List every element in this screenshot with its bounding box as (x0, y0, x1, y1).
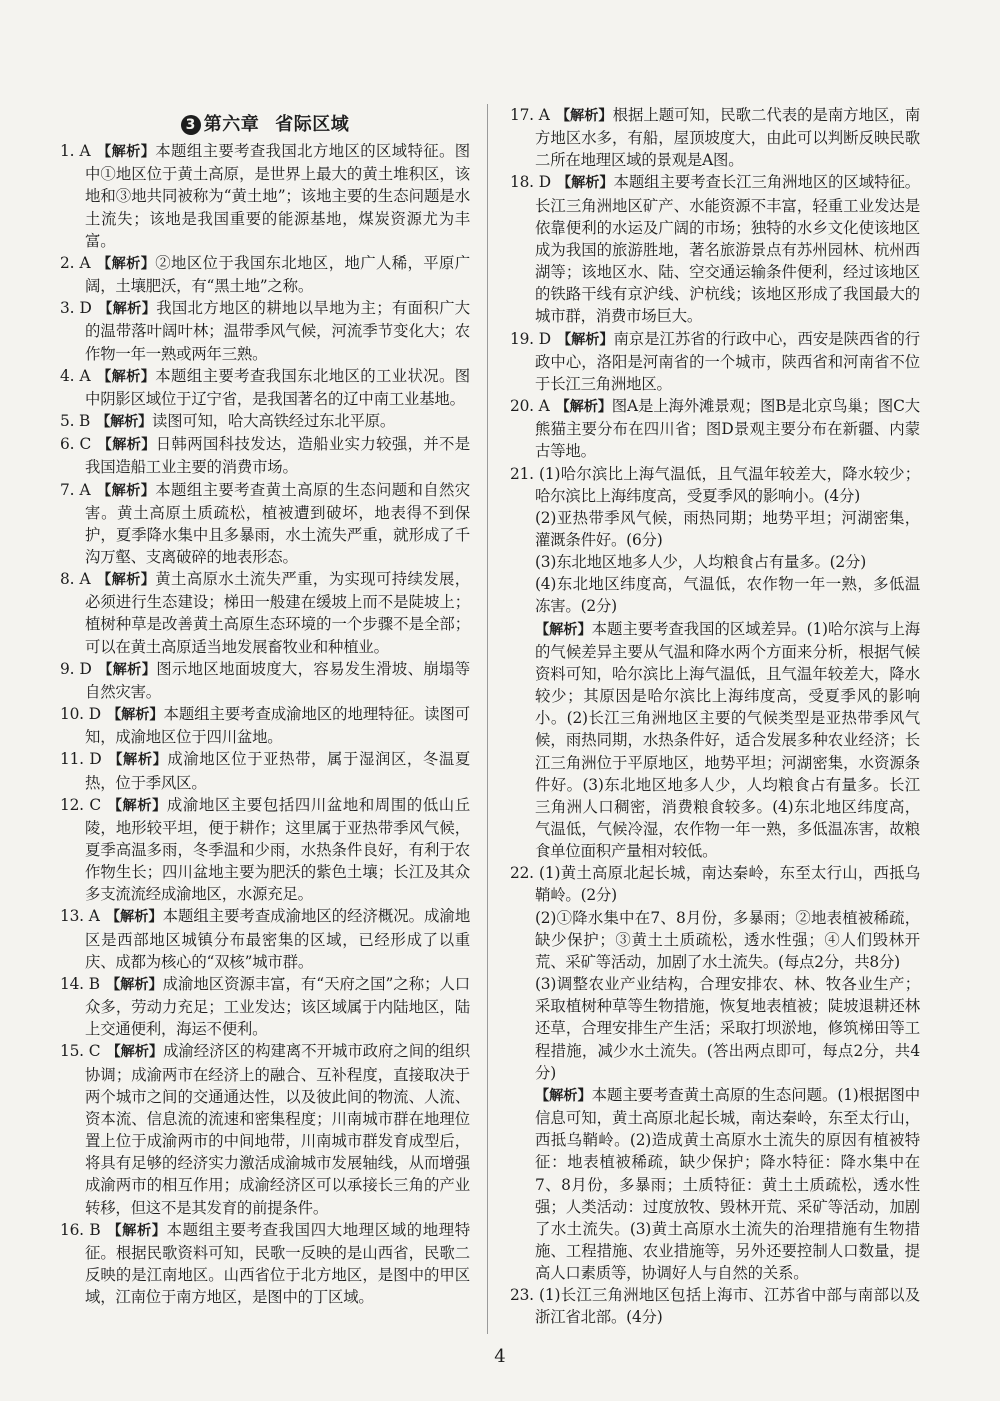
answer-item (60, 794, 470, 906)
answer-key: 13. A (60, 907, 100, 926)
answer-item (60, 297, 470, 364)
analysis-tag: 【解析】 (106, 1222, 167, 1239)
answer-item (60, 973, 470, 1040)
analysis-tag: 【解析】 (105, 909, 163, 926)
analysis-text: 成渝地区主要包括四川盆地和周围的低山丘陵，地形较平坦，便于耕作；这里属于亚热带季风气候，夏季高温多雨，冬季温和少雨，水热条件良好，有利于农作物生长；四川盆地主要为肥沃的紫色土壤；长江及其众多支流流经成渝地区，水源充足。 (85, 795, 470, 904)
left-answer-list (60, 140, 470, 1308)
q22-part-2: (2)①降水集中在7、8月份，多暴雨；②地表植被稀疏，缺少保护；③黄土土质疏松，透水性强；④人们毁林开荒、采矿等活动，加剧了水土流失。(每点2分，共8分) (535, 908, 920, 971)
analysis-tag: 【解析】 (97, 437, 156, 454)
column-divider (487, 104, 488, 1334)
analysis-text: ②地区位于我国东北地区，地广人稀，平原广阔，土壤肥沃，有“黑土地”之称。 (85, 253, 470, 296)
analysis-text: 成渝地区资源丰富，有“天府之国”之称；人口众多，劳动力充足；工业发达；该区域属于内陆地区，陆上交通便利，海运不便利。 (85, 974, 470, 1039)
analysis-tag: 【解析】 (556, 331, 614, 348)
analysis-tag: 【解析】 (555, 108, 613, 124)
analysis-text: 成渝地区位于亚热带，属于湿润区，冬温夏热，位于季风区。 (85, 750, 471, 792)
analysis-text: 读图可知，哈大高铁经过东北平原。 (152, 412, 396, 431)
answer-key: 2. A (60, 253, 91, 272)
q22-part-3: (3)调整农业产业结构，合理安排农、林、牧各业生产；采取植树种草等生物措施，恢复地表植被；陡坡退耕还林还草，合理安排生产生活；采取打坝淤地，修筑梯田等工程措施，减少水土流失。(答出两点即可，每点2分，共4分) (535, 975, 920, 1082)
answer-item (60, 410, 470, 433)
analysis-tag: 【解析】 (96, 255, 156, 272)
answer-key: 14. B (60, 974, 100, 993)
analysis-tag: 【解析】 (96, 368, 156, 385)
answer-item (60, 140, 470, 252)
answer-key: 4. A (60, 366, 91, 385)
chapter-title: 第六章 (203, 114, 260, 135)
answer-item (60, 658, 470, 703)
answer-item (60, 905, 470, 972)
answer-key: 20. A (510, 397, 550, 416)
analysis-text: 根据上题可知，民歌二代表的是南方地区，南方地区水多，有船，屋顶坡度大，由此可以判断反映民歌二所在地理区域的景观是A图。 (535, 106, 921, 170)
question-21 (510, 463, 920, 863)
answer-key: 11. D (60, 750, 102, 769)
analysis-text: 图示地区地面坡度大，容易发生滑坡、崩塌等自然灾害。 (85, 659, 470, 701)
analysis-tag: 【解析】 (105, 976, 163, 993)
q21-part-4: (4)东北地区纬度高，气温低，农作物一年一熟，多低温冻害。(2分) (535, 575, 920, 616)
analysis-tag: 【解析】 (96, 144, 156, 161)
analysis-tag: 【解析】 (556, 175, 614, 192)
answer-item (60, 433, 470, 478)
page-number: 4 (494, 1346, 506, 1367)
analysis-text: 本题组主要考查成渝地区的经济概况。成渝地区是西部地区城镇分布最密集的区域，已经形成了以重庆、成都为核心的“双核”城市群。 (85, 907, 471, 971)
chapter-number-badge: 3 (181, 115, 201, 135)
analysis-tag: 【解析】 (106, 707, 164, 724)
q22-part-1: 22. (1)黄土高原北起长城，南达秦岭，东至太行山，西抵乌鞘岭。(2分) (510, 864, 920, 905)
analysis-text: 本题组主要考查我国北方地区的区域特征。图中①地区位于黄土高原，是世界上最大的黄土堆积区，该地和③地共同被称为“黄土地”；该地主要的生态问题是水土流失；该地是我国重要的能源基地，煤炭资源尤为丰富。 (85, 142, 470, 250)
answer-key: 17. A (510, 106, 550, 124)
answer-key: 7. A (60, 480, 91, 499)
left-column (60, 114, 470, 1308)
analysis-text: 本题组主要考查长江三角洲地区的区域特征。长江三角洲地区矿产、水能资源不丰富，轻重工业发达是依靠便利的水运及广阔的市场；独特的水乡文化使该地区成为我国的旅游胜地，著名旅游景点有苏州园林、杭州西湖等；该地区水、陆、空交通运输条件便利，经过该地区的铁路干线有京沪线、沪杭线；该地区形成了我国最大的城市群，消费市场巨大。 (535, 173, 920, 326)
answer-key: 12. C (60, 795, 101, 814)
answer-key: 3. D (60, 299, 92, 318)
answer-item (60, 479, 470, 569)
analysis-text: 图A是上海外滩景观；图B是北京鸟巢；图C大熊猫主要分布在四川省；图D景观主要分布在新疆、内蒙古等地。 (535, 397, 920, 461)
q21-part-2: (2)亚热带季风气候，雨热同期；地势平坦；河湖密集，灌溉条件好。(6分) (535, 508, 920, 549)
answer-item (60, 252, 470, 297)
q21-analysis: 【解析】本题主要考查我国的区域差异。(1)哈尔滨与上海的气候差异主要从气温和降水两个方面来分析，根据气候资料可知，哈尔滨比上海气温低，且气温年较差大，降水较少；其原因是哈尔滨比上海纬度高，受夏季风的影响小。(2)长江三角洲地区主要的气候类型是亚热带季风气候，雨热同期，水热条件好，适合发展多种农业经济；长江三角洲位于平原地区，地势平坦；河湖密集，水资源条件好。(3)东北地区地多人少，人均粮食占有量多。长江三角洲人口稠密，消费粮食较多。(4)东北地区纬度高，气温低，气候冷湿，农作物一年一熟，多低温冻害，故粮食单位面积产量相对较低。 (535, 619, 920, 861)
q21-part-1: 21. (1)哈尔滨比上海气温低，且气温年较差大，降水较少；哈尔滨比上海纬度高，受夏季风的影响小。(4分) (510, 464, 920, 505)
answer-key: 10. D (60, 705, 101, 724)
answer-item (60, 568, 470, 658)
chapter-heading (60, 114, 470, 136)
answer-item (60, 365, 470, 410)
answer-item (510, 104, 920, 171)
chapter-subtitle: 省际区域 (275, 114, 350, 135)
analysis-text: 黄土高原水土流失严重，为实现可持续发展，必须进行生态建设；梯田一般建在缓坡上而不是陡坡上；植树种草是改善黄土高原生态环境的一个步骤不是全部；可以在黄土高原适当地发展畜牧业和种植业。 (85, 570, 470, 656)
analysis-text: 日韩两国科技发达，造船业实力较强，并不是我国造船工业主要的消费市场。 (85, 435, 470, 477)
answer-item (60, 703, 470, 748)
answer-key: 16. B (60, 1220, 101, 1239)
analysis-tag: 【解析】 (96, 572, 156, 589)
q22-analysis: 【解析】本题主要考查黄土高原的生态问题。(1)根据图中信息可知，黄土高原北起长城，南达秦岭，东至太行山，西抵乌鞘岭。(2)造成黄土高原水土流失的原因有植被特征：地表植被稀疏，缺少保护；降水特征：降水集中在7、8月份，多暴雨；土质特征：黄土土质疏松，透水性强；人类活动：过度放牧、毁林开荒、采矿等活动，加剧了水土流失。(3)黄土高原水土流失的治理措施有生物措施、工程措施、农业措施等，另外还要控制人口数量，提高人口素质等，协调好人与自然的关系。 (535, 1085, 920, 1283)
answer-key: 15. C (60, 1042, 101, 1061)
question-23 (510, 1284, 920, 1328)
answer-item (60, 1040, 470, 1218)
analysis-text: 本题组主要考查我国四大地理区域的地理特征。根据民歌资料可知，民歌一反映的是山西省，民歌二反映的是江南地区。山西省位于北方地区，是图中的甲区域，江南位于南方地区，是图中的丁区域。 (85, 1220, 471, 1307)
analysis-tag: 【解析】 (106, 1044, 164, 1061)
analysis-text: 我国北方地区的耕地以旱地为主；有面积广大的温带落叶阔叶林；温带季风气候，河流季节变化大；农作物一年一熟或两年三熟。 (85, 299, 470, 363)
question-22 (510, 862, 920, 1284)
answer-item (510, 171, 920, 327)
analysis-tag: 【解析】 (97, 661, 157, 678)
analysis-tag: 【解析】 (106, 797, 167, 814)
analysis-text: 成渝经济区的构建离不开城市政府之间的组织协调；成渝两市在经济上的融合、互补程度，直接取决于两个城市之间的交通通达性，以及彼此间的物流、人流、资本流、信息流的流速和密集程度；川南城市群在地理位置上位于成渝两市的中间地带，川南城市群发育成型后，将具有足够的经济实力激活成渝城市发展轴线，从而增强成渝两市的相互作用；成渝经济区可以承接长三角的产业转移，但这不是其发育的前提条件。 (85, 1042, 470, 1217)
answer-key: 6. C (60, 435, 92, 454)
answer-item (60, 748, 470, 793)
answer-key: 8. A (60, 570, 91, 589)
answer-item (510, 395, 920, 462)
analysis-tag: 【解析】 (96, 414, 153, 431)
answer-key: 19. D (510, 329, 551, 348)
analysis-tag: 【解析】 (107, 752, 168, 769)
answer-item (60, 1219, 470, 1309)
analysis-text: 南京是江苏省的行政中心，西安是陕西省的行政中心，洛阳是河南省的一个城市，陕西省和河南省不位于长江三角洲地区。 (535, 329, 920, 393)
answer-key: 9. D (60, 659, 92, 678)
answer-item (510, 328, 920, 395)
analysis-text: 本题组主要考查黄土高原的生态问题和自然灾害。黄土高原土质疏松，植被遭到破坏，地表得不到保护，夏季降水集中且多暴雨，水土流失严重，就形成了千沟万壑、支离破碎的地表形态。 (85, 480, 470, 566)
q21-part-3: (3)东北地区地多人少，人均粮食占有量多。(2分) (535, 553, 867, 572)
analysis-tag: 【解析】 (96, 482, 156, 499)
answer-key: 5. B (60, 412, 91, 431)
right-column (510, 104, 920, 1329)
analysis-text: 本题组主要考查成渝地区的地理特征。读图可知，成渝地区位于四川盆地。 (85, 705, 470, 747)
right-answer-list (510, 104, 920, 463)
analysis-text: 本题组主要考查我国东北地区的工业状况。图中阴影区域位于辽宁省，是我国著名的辽中南工业基地。 (85, 366, 470, 408)
analysis-tag: 【解析】 (555, 399, 612, 416)
answer-key: 1. A (60, 142, 91, 161)
answer-key: 18. D (510, 173, 551, 192)
q23-part-1: 23. (1)长江三角洲地区包括上海市、江苏省中部与南部以及浙江省北部。(4分) (510, 1286, 920, 1327)
analysis-tag: 【解析】 (97, 301, 157, 318)
